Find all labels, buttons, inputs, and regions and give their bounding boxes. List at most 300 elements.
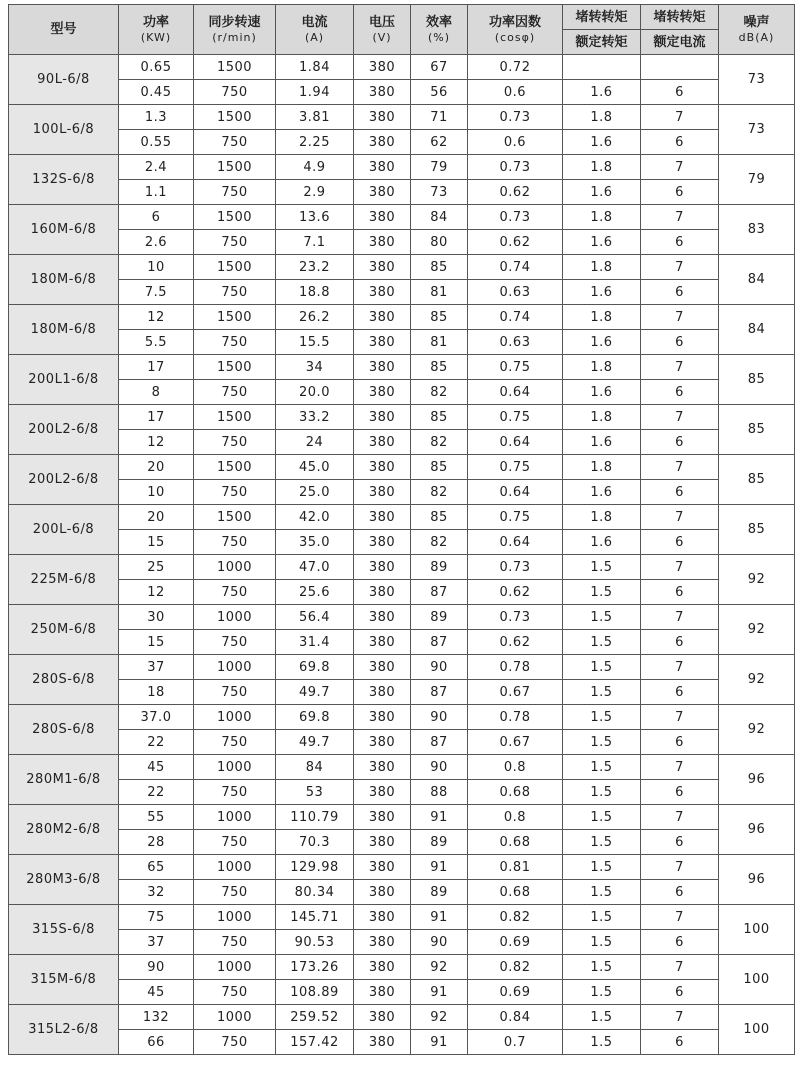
- voltage-cell: 380: [354, 605, 411, 630]
- voltage-cell: 380: [354, 630, 411, 655]
- torque-ratio-cell: 1.6: [563, 180, 641, 205]
- speed-cell: 1500: [194, 105, 276, 130]
- noise-cell: 96: [719, 805, 795, 855]
- current-cell: 34: [276, 355, 354, 380]
- current-cell: 84: [276, 755, 354, 780]
- power-cell: 45: [119, 755, 194, 780]
- efficiency-cell: 91: [411, 855, 468, 880]
- model-cell: 100L-6/8: [9, 105, 119, 155]
- speed-cell: 1500: [194, 205, 276, 230]
- model-cell: 280M1-6/8: [9, 755, 119, 805]
- voltage-cell: 380: [354, 955, 411, 980]
- current-cell: 15.5: [276, 330, 354, 355]
- voltage-cell: 380: [354, 205, 411, 230]
- model-cell: 315L2-6/8: [9, 1005, 119, 1055]
- power-factor-cell: 0.81: [468, 855, 563, 880]
- current-ratio-cell: 7: [641, 255, 719, 280]
- torque-ratio-cell: 1.5: [563, 830, 641, 855]
- power-cell: 37: [119, 655, 194, 680]
- efficiency-cell: 82: [411, 480, 468, 505]
- current-ratio-cell: 7: [641, 155, 719, 180]
- table-row: [9, 180, 795, 205]
- table-row: [9, 1005, 795, 1030]
- table-row: [9, 380, 795, 405]
- noise-cell: 85: [719, 405, 795, 455]
- table-row: [9, 155, 795, 180]
- current-ratio-cell: 6: [641, 530, 719, 555]
- torque-ratio-cell: 1.6: [563, 230, 641, 255]
- power-cell: 17: [119, 405, 194, 430]
- torque-ratio-cell: 1.5: [563, 780, 641, 805]
- power-factor-cell: 0.68: [468, 830, 563, 855]
- speed-cell: 750: [194, 880, 276, 905]
- power-factor-cell: 0.73: [468, 205, 563, 230]
- efficiency-cell: 91: [411, 980, 468, 1005]
- voltage-cell: 380: [354, 705, 411, 730]
- voltage-cell: 380: [354, 405, 411, 430]
- power-factor-cell: 0.75: [468, 405, 563, 430]
- current-ratio-cell: 7: [641, 1005, 719, 1030]
- efficiency-cell: 71: [411, 105, 468, 130]
- header-current-label: 电流: [301, 14, 328, 30]
- current-cell: 35.0: [276, 530, 354, 555]
- power-cell: 17: [119, 355, 194, 380]
- motor-spec-table: [8, 4, 795, 1055]
- torque-ratio-cell: 1.6: [563, 480, 641, 505]
- voltage-cell: 380: [354, 480, 411, 505]
- voltage-cell: 380: [354, 255, 411, 280]
- efficiency-cell: 85: [411, 505, 468, 530]
- noise-cell: 92: [719, 605, 795, 655]
- voltage-cell: 380: [354, 980, 411, 1005]
- header-noise-unit: dB(A): [738, 30, 775, 44]
- efficiency-cell: 81: [411, 330, 468, 355]
- table-body: [9, 55, 795, 1055]
- torque-ratio-cell: 1.8: [563, 105, 641, 130]
- power-cell: 10: [119, 255, 194, 280]
- model-cell: 315S-6/8: [9, 905, 119, 955]
- noise-cell: 96: [719, 855, 795, 905]
- current-cell: 53: [276, 780, 354, 805]
- power-factor-cell: 0.63: [468, 330, 563, 355]
- table-row: [9, 255, 795, 280]
- header-torque-ratio-top: [563, 5, 641, 30]
- current-cell: 69.8: [276, 655, 354, 680]
- header-torque-ratio-bottom: [563, 30, 641, 55]
- efficiency-cell: 80: [411, 230, 468, 255]
- voltage-cell: 380: [354, 180, 411, 205]
- header-speed-label: 同步转速: [208, 14, 261, 30]
- power-cell: 2.4: [119, 155, 194, 180]
- speed-cell: 1500: [194, 255, 276, 280]
- current-ratio-cell: 7: [641, 505, 719, 530]
- power-factor-cell: 0.64: [468, 430, 563, 455]
- table-row: [9, 530, 795, 555]
- model-cell: 280M3-6/8: [9, 855, 119, 905]
- power-cell: 0.55: [119, 130, 194, 155]
- current-ratio-cell: 7: [641, 555, 719, 580]
- header-efficiency-unit: (%): [427, 30, 451, 44]
- torque-ratio-cell: 1.8: [563, 205, 641, 230]
- model-cell: 280S-6/8: [9, 655, 119, 705]
- header-voltage-unit: (V): [372, 30, 392, 44]
- power-cell: 75: [119, 905, 194, 930]
- current-cell: 2.9: [276, 180, 354, 205]
- voltage-cell: 380: [354, 755, 411, 780]
- voltage-cell: 380: [354, 130, 411, 155]
- current-cell: 26.2: [276, 305, 354, 330]
- voltage-cell: 380: [354, 780, 411, 805]
- efficiency-cell: 87: [411, 580, 468, 605]
- table-row: [9, 105, 795, 130]
- current-cell: 145.71: [276, 905, 354, 930]
- voltage-cell: 380: [354, 680, 411, 705]
- current-cell: 56.4: [276, 605, 354, 630]
- table-row: [9, 680, 795, 705]
- speed-cell: 750: [194, 380, 276, 405]
- model-cell: 200L-6/8: [9, 505, 119, 555]
- table-row: [9, 580, 795, 605]
- model-cell: 280M2-6/8: [9, 805, 119, 855]
- voltage-cell: 380: [354, 530, 411, 555]
- model-cell: 180M-6/8: [9, 255, 119, 305]
- power-factor-cell: 0.73: [468, 155, 563, 180]
- torque-ratio-cell: 1.8: [563, 455, 641, 480]
- efficiency-cell: 82: [411, 430, 468, 455]
- speed-cell: 750: [194, 780, 276, 805]
- table-row: [9, 605, 795, 630]
- header-noise-label: 噪声: [743, 14, 770, 30]
- current-ratio-cell: 7: [641, 655, 719, 680]
- voltage-cell: 380: [354, 830, 411, 855]
- table-row: [9, 205, 795, 230]
- table-row: [9, 655, 795, 680]
- power-factor-cell: 0.73: [468, 105, 563, 130]
- header-model-label: 型号: [50, 22, 77, 37]
- speed-cell: 1000: [194, 1005, 276, 1030]
- speed-cell: 1500: [194, 305, 276, 330]
- torque-ratio-cell: 1.8: [563, 355, 641, 380]
- table-row: [9, 430, 795, 455]
- power-factor-cell: 0.75: [468, 505, 563, 530]
- voltage-cell: 380: [354, 305, 411, 330]
- torque-ratio-cell: 1.6: [563, 380, 641, 405]
- current-ratio-cell: 7: [641, 405, 719, 430]
- current-cell: 2.25: [276, 130, 354, 155]
- voltage-cell: 380: [354, 1005, 411, 1030]
- torque-ratio-cell: 1.5: [563, 730, 641, 755]
- power-factor-cell: 0.62: [468, 230, 563, 255]
- power-factor-cell: 0.82: [468, 955, 563, 980]
- torque-ratio-cell: 1.5: [563, 705, 641, 730]
- model-cell: 315M-6/8: [9, 955, 119, 1005]
- model-cell: 200L2-6/8: [9, 455, 119, 505]
- voltage-cell: 380: [354, 105, 411, 130]
- current-cell: 1.94: [276, 80, 354, 105]
- header-power: [119, 5, 194, 55]
- current-cell: 24: [276, 430, 354, 455]
- current-ratio-cell: 6: [641, 80, 719, 105]
- power-factor-cell: 0.62: [468, 630, 563, 655]
- speed-cell: 1000: [194, 655, 276, 680]
- spec-table-container: [8, 4, 795, 1055]
- current-ratio-cell: 6: [641, 480, 719, 505]
- noise-cell: 96: [719, 755, 795, 805]
- current-cell: 18.8: [276, 280, 354, 305]
- header-power-unit: (KW): [140, 30, 172, 44]
- table-row: [9, 630, 795, 655]
- power-factor-cell: 0.75: [468, 355, 563, 380]
- table-row: [9, 455, 795, 480]
- voltage-cell: 380: [354, 355, 411, 380]
- power-factor-cell: 0.82: [468, 905, 563, 930]
- current-ratio-cell: 6: [641, 180, 719, 205]
- table-row: [9, 830, 795, 855]
- header-torque-ratio-top-label: 堵转转矩: [575, 9, 628, 25]
- speed-cell: 1000: [194, 555, 276, 580]
- efficiency-cell: 67: [411, 55, 468, 80]
- current-cell: 49.7: [276, 680, 354, 705]
- power-factor-cell: 0.74: [468, 255, 563, 280]
- power-cell: 6: [119, 205, 194, 230]
- torque-ratio-cell: 1.8: [563, 255, 641, 280]
- speed-cell: 750: [194, 930, 276, 955]
- efficiency-cell: 85: [411, 355, 468, 380]
- model-cell: 132S-6/8: [9, 155, 119, 205]
- torque-ratio-cell: 1.5: [563, 605, 641, 630]
- torque-ratio-cell: 1.5: [563, 630, 641, 655]
- power-cell: 32: [119, 880, 194, 905]
- efficiency-cell: 88: [411, 780, 468, 805]
- torque-ratio-cell: 1.5: [563, 880, 641, 905]
- header-current-ratio-top: [641, 5, 719, 30]
- noise-cell: 100: [719, 955, 795, 1005]
- speed-cell: 1000: [194, 755, 276, 780]
- speed-cell: 750: [194, 280, 276, 305]
- current-cell: 157.42: [276, 1030, 354, 1055]
- current-cell: 42.0: [276, 505, 354, 530]
- current-cell: 110.79: [276, 805, 354, 830]
- current-ratio-cell: 7: [641, 905, 719, 930]
- power-cell: 7.5: [119, 280, 194, 305]
- noise-cell: 73: [719, 55, 795, 105]
- efficiency-cell: 91: [411, 805, 468, 830]
- torque-ratio-cell: 1.5: [563, 930, 641, 955]
- current-ratio-cell: 6: [641, 730, 719, 755]
- voltage-cell: 380: [354, 930, 411, 955]
- table-row: [9, 730, 795, 755]
- torque-ratio-cell: 1.6: [563, 280, 641, 305]
- model-cell: 225M-6/8: [9, 555, 119, 605]
- power-cell: 15: [119, 630, 194, 655]
- current-ratio-cell: 6: [641, 430, 719, 455]
- table-row: [9, 930, 795, 955]
- current-ratio-cell: 6: [641, 280, 719, 305]
- noise-cell: 85: [719, 505, 795, 555]
- speed-cell: 750: [194, 530, 276, 555]
- header-efficiency: [411, 5, 468, 55]
- power-cell: 132: [119, 1005, 194, 1030]
- efficiency-cell: 89: [411, 880, 468, 905]
- power-cell: 2.6: [119, 230, 194, 255]
- power-factor-cell: 0.64: [468, 380, 563, 405]
- power-factor-cell: 0.69: [468, 930, 563, 955]
- header-voltage-label: 电压: [368, 14, 395, 30]
- table-row: [9, 230, 795, 255]
- noise-cell: 83: [719, 205, 795, 255]
- power-cell: 8: [119, 380, 194, 405]
- current-ratio-cell: 7: [641, 755, 719, 780]
- speed-cell: 1000: [194, 705, 276, 730]
- speed-cell: 750: [194, 580, 276, 605]
- current-ratio-cell: 7: [641, 455, 719, 480]
- noise-cell: 92: [719, 655, 795, 705]
- header-efficiency-label: 效率: [425, 14, 452, 30]
- power-factor-cell: 0.63: [468, 280, 563, 305]
- efficiency-cell: 79: [411, 155, 468, 180]
- table-row: [9, 80, 795, 105]
- noise-cell: 92: [719, 705, 795, 755]
- power-cell: 90: [119, 955, 194, 980]
- header-torque-ratio-bottom-label: 额定转矩: [575, 34, 628, 50]
- header-speed-unit: (r/min): [212, 30, 257, 44]
- current-cell: 129.98: [276, 855, 354, 880]
- speed-cell: 1500: [194, 55, 276, 80]
- voltage-cell: 380: [354, 580, 411, 605]
- power-cell: 45: [119, 980, 194, 1005]
- power-cell: 12: [119, 305, 194, 330]
- current-ratio-cell: 6: [641, 680, 719, 705]
- table-row: [9, 905, 795, 930]
- voltage-cell: 380: [354, 855, 411, 880]
- current-ratio-cell: 6: [641, 1030, 719, 1055]
- power-cell: 28: [119, 830, 194, 855]
- current-ratio-cell: 7: [641, 355, 719, 380]
- torque-ratio-cell: 1.5: [563, 1030, 641, 1055]
- efficiency-cell: 87: [411, 730, 468, 755]
- header-voltage: [354, 5, 411, 55]
- power-factor-cell: 0.74: [468, 305, 563, 330]
- power-cell: 5.5: [119, 330, 194, 355]
- speed-cell: 1000: [194, 605, 276, 630]
- efficiency-cell: 91: [411, 1030, 468, 1055]
- power-cell: 37: [119, 930, 194, 955]
- model-cell: 160M-6/8: [9, 205, 119, 255]
- current-ratio-cell: 6: [641, 380, 719, 405]
- current-cell: 20.0: [276, 380, 354, 405]
- header-current-ratio-bottom-label: 额定电流: [653, 34, 706, 50]
- power-factor-cell: 0.62: [468, 580, 563, 605]
- voltage-cell: 380: [354, 655, 411, 680]
- current-ratio-cell: 7: [641, 105, 719, 130]
- efficiency-cell: 87: [411, 680, 468, 705]
- voltage-cell: 380: [354, 280, 411, 305]
- speed-cell: 750: [194, 80, 276, 105]
- speed-cell: 750: [194, 680, 276, 705]
- speed-cell: 750: [194, 830, 276, 855]
- current-cell: 25.0: [276, 480, 354, 505]
- table-row: [9, 130, 795, 155]
- noise-cell: 73: [719, 105, 795, 155]
- torque-ratio-cell: 1.6: [563, 530, 641, 555]
- torque-ratio-cell: 1.8: [563, 305, 641, 330]
- table-row: [9, 355, 795, 380]
- power-factor-cell: 0.69: [468, 980, 563, 1005]
- current-ratio-cell: 7: [641, 855, 719, 880]
- voltage-cell: 380: [354, 1030, 411, 1055]
- torque-ratio-cell: 1.5: [563, 555, 641, 580]
- efficiency-cell: 89: [411, 555, 468, 580]
- power-factor-cell: 0.8: [468, 755, 563, 780]
- power-factor-cell: 0.68: [468, 780, 563, 805]
- power-cell: 10: [119, 480, 194, 505]
- power-cell: 65: [119, 855, 194, 880]
- speed-cell: 1500: [194, 505, 276, 530]
- model-cell: 250M-6/8: [9, 605, 119, 655]
- current-cell: 70.3: [276, 830, 354, 855]
- efficiency-cell: 92: [411, 955, 468, 980]
- speed-cell: 1000: [194, 955, 276, 980]
- table-row: [9, 805, 795, 830]
- table-row: [9, 405, 795, 430]
- power-factor-cell: 0.78: [468, 705, 563, 730]
- current-ratio-cell: 7: [641, 605, 719, 630]
- table-row: [9, 880, 795, 905]
- efficiency-cell: 82: [411, 380, 468, 405]
- voltage-cell: 380: [354, 55, 411, 80]
- efficiency-cell: 62: [411, 130, 468, 155]
- speed-cell: 1000: [194, 855, 276, 880]
- current-cell: 31.4: [276, 630, 354, 655]
- current-ratio-cell: 6: [641, 830, 719, 855]
- table-row: [9, 980, 795, 1005]
- table-header: [9, 5, 795, 55]
- power-factor-cell: 0.84: [468, 1005, 563, 1030]
- power-cell: 1.3: [119, 105, 194, 130]
- efficiency-cell: 85: [411, 455, 468, 480]
- table-row: [9, 280, 795, 305]
- voltage-cell: 380: [354, 805, 411, 830]
- torque-ratio-cell: 1.5: [563, 905, 641, 930]
- torque-ratio-cell: 1.6: [563, 430, 641, 455]
- current-ratio-cell: 7: [641, 955, 719, 980]
- speed-cell: 750: [194, 480, 276, 505]
- efficiency-cell: 89: [411, 830, 468, 855]
- speed-cell: 750: [194, 180, 276, 205]
- efficiency-cell: 56: [411, 80, 468, 105]
- power-factor-cell: 0.72: [468, 55, 563, 80]
- power-factor-cell: 0.68: [468, 880, 563, 905]
- header-power-factor: [468, 5, 563, 55]
- current-cell: 25.6: [276, 580, 354, 605]
- efficiency-cell: 85: [411, 405, 468, 430]
- power-factor-cell: 0.67: [468, 680, 563, 705]
- header-model: [9, 5, 119, 55]
- power-cell: 0.65: [119, 55, 194, 80]
- noise-cell: 92: [719, 555, 795, 605]
- efficiency-cell: 81: [411, 280, 468, 305]
- power-factor-cell: 0.64: [468, 530, 563, 555]
- table-row: [9, 555, 795, 580]
- current-cell: 13.6: [276, 205, 354, 230]
- power-cell: 1.1: [119, 180, 194, 205]
- torque-ratio-cell: 1.5: [563, 655, 641, 680]
- torque-ratio-cell: 1.5: [563, 755, 641, 780]
- speed-cell: 750: [194, 230, 276, 255]
- efficiency-cell: 89: [411, 605, 468, 630]
- power-factor-cell: 0.62: [468, 180, 563, 205]
- current-ratio-cell: 6: [641, 880, 719, 905]
